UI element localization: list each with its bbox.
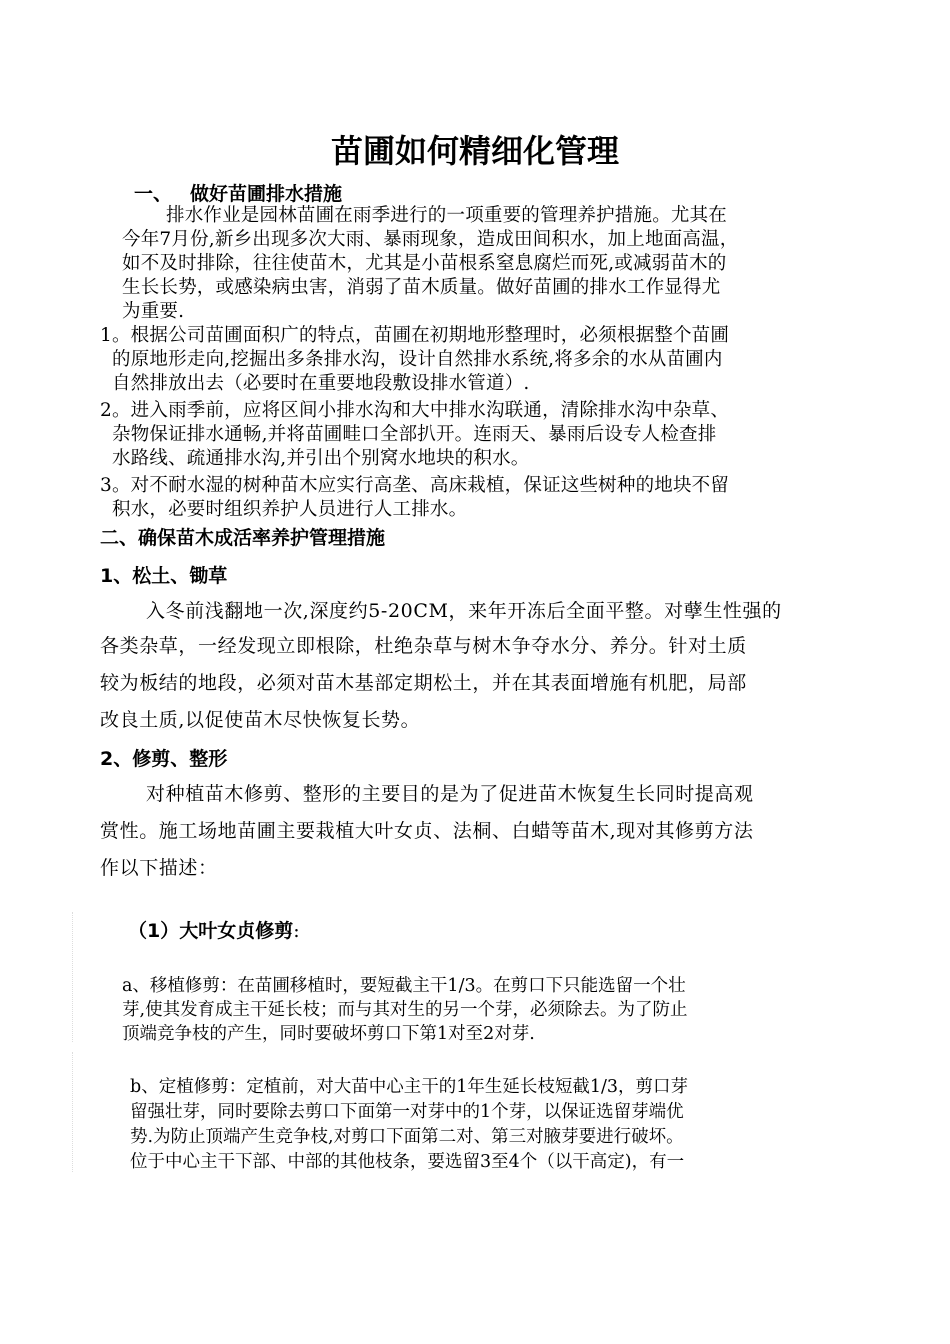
section1-item2-line: 水路线、疏通排水沟,并引出个别窝水地块的积水。 [112, 448, 530, 469]
section1-intro-line: 如不及时排除，往往使苗木，尤其是小苗根系窒息腐烂而死,或减弱苗木的 [122, 253, 727, 274]
subsection1-line: 入冬前浅翻地一次,深度约5-20CM，来年开冻后全面平整。对孽生性强的 [146, 600, 782, 622]
planting-pruning-line: 位于中心主干下部、中部的其他枝条，要选留3至4个（以干高定)，有一 [130, 1152, 685, 1172]
section1-item1-line: 自然排放出去（必要时在重要地段敷设排水管道）. [112, 373, 530, 394]
section1-item3-line: 积水，必要时组织养护人员进行人工排水。 [112, 499, 468, 520]
section1-intro-line: 为重要. [122, 301, 185, 322]
page-title: 苗圃如何精细化管理 [330, 132, 619, 170]
transplant-pruning-line: 芽,使其发育成主干延长枝；而与其对生的另一个芽，必须除去。为了防止 [122, 1000, 688, 1020]
section1-intro-line: 生长长势，或感染病虫害，消弱了苗木质量。做好苗圃的排水工作显得尤 [122, 277, 721, 298]
subsection1-line: 改良土质,以促使苗木尽快恢复长势。 [100, 709, 421, 731]
subsection1-line: 各类杂草，一经发现立即根除，杜绝杂草与树木争夺水分、养分。针对土质 [100, 635, 747, 657]
subsection1-line: 较为板结的地段，必须对苗木基部定期松土，并在其表面增施有机肥，局部 [100, 672, 747, 694]
section1-heading: 做好苗圃排水措施 [190, 183, 343, 205]
subsection2-line: 作以下描述： [100, 857, 218, 879]
margin-rule [72, 912, 73, 1042]
margin-rule [72, 1052, 73, 1172]
section1-heading-number: 一、 [134, 183, 173, 205]
section1-item1-line: 1。根据公司苗圃面积广的特点，苗圃在初期地形整理时，必须根据整个苗圃 [100, 325, 730, 346]
section1-item2-line: 杂物保证排水通畅,并将苗圃畦口全部扒开。连雨天、暴雨后设专人检查排 [112, 424, 717, 445]
subsection2-line: 赏性。施工场地苗圃主要栽植大叶女贞、法桐、白蜡等苗木,现对其修剪方法 [100, 820, 754, 842]
subsection-heading-ligustrum [128, 916, 300, 943]
planting-pruning-line: b、定植修剪：定植前，对大苗中心主干的1年生延长枝短截1/3，剪口芽 [130, 1077, 688, 1097]
ligustrum-heading-colon: : [293, 920, 300, 942]
section1-item1-line: 的原地形走向,挖掘出多条排水沟，设计自然排水系统,将多余的水从苗圃内 [112, 349, 723, 370]
transplant-pruning-line: a、移植修剪：在苗圃移植时，要短截主干1/3。在剪口下只能选留一个壮 [122, 976, 686, 996]
section1-intro-line: 排水作业是园林苗圃在雨季进行的一项重要的管理养护措施。尤其在 [166, 205, 728, 226]
subsection-heading-pruning: 2、修剪、整形 [100, 748, 228, 770]
section2-heading: 二、确保苗木成活率养护管理措施 [100, 527, 386, 549]
planting-pruning-line: 势.为防止顶端产生竞争枝,对剪口下面第二对、第三对腋芽要进行破坏。 [130, 1127, 684, 1147]
section1-item2-line: 2。进入雨季前，应将区间小排水沟和大中排水沟联通，清除排水沟中杂草、 [100, 400, 730, 421]
subsection2-line: 对种植苗木修剪、整形的主要目的是为了促进苗木恢复生长同时提高观 [146, 783, 754, 805]
section1-intro-line: 今年7月份,新乡出现多次大雨、暴雨现象，造成田间积水，加上地面高温， [122, 229, 739, 250]
transplant-pruning-line: 顶端竞争枝的产生，同时要破坏剪口下第1对至2对芽. [122, 1024, 535, 1044]
ligustrum-heading-label: （1）大叶女贞修剪 [128, 920, 294, 942]
planting-pruning-line: 留强壮芽，同时要除去剪口下面第一对芽中的1个芽，以保证选留芽端优 [130, 1102, 684, 1122]
section1-item3-line: 3。对不耐水湿的树种苗木应实行高垄、高床栽植，保证这些树种的地块不留 [100, 475, 730, 496]
subsection-heading-loosen-soil: 1、松土、锄草 [100, 565, 228, 587]
